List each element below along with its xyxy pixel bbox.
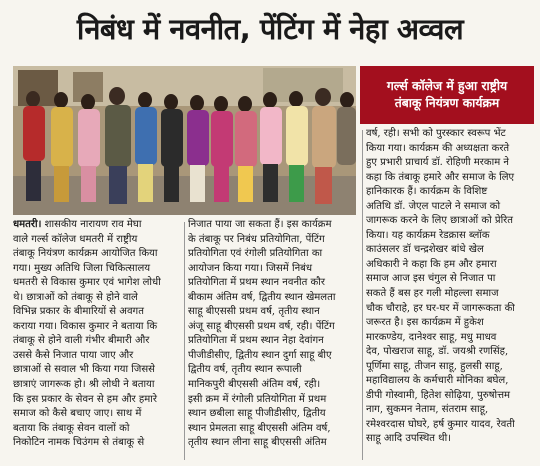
text-line: साहू आदि उपस्थित थी। (366, 433, 452, 445)
text-line: उससे कैसे निजात पाया जाए और (13, 349, 134, 361)
text-line: वर्ष, रही। सभी को पुरस्कार स्वरूप भेंट (366, 128, 506, 139)
text-line: छात्राएं जागरूक हो। श्री लोधी ने बताया (13, 379, 155, 391)
text-line: हुए प्रभारी प्राचार्य डॉ. रोहिणी मरकाम ने (366, 157, 509, 169)
text-line: तंबाकू नियंत्रण कार्यक्रम आयोजित किया (13, 248, 158, 260)
group-photo (13, 66, 356, 215)
text-line: अंजू साहू बीएससी प्रथम वर्ष, रही। पेंटिंग (188, 320, 335, 332)
text-line: के तंबाकू पर निबंध प्रतियोगिता, पेंटिंग (188, 233, 325, 245)
text-line: वाले गर्ल्स कॉलेज धमतरी में राष्ट्रीय (13, 233, 138, 245)
text-line: महाविद्यालय के कर्मचारी मोनिका बघेल, (366, 375, 509, 387)
text-line: रमेश्वरदास घोघरे, हर्ष कुमार यादव, रेवती (366, 418, 515, 430)
text-line: जरूरत है। इस कार्यक्रम में हुकेश (366, 317, 484, 329)
text-line: अतिथि डॉ. जेएल पाटले ने समाज को (366, 200, 501, 212)
text-line: तंबाकू से होने वाली गंभीर बीमारी और (13, 335, 150, 347)
text-line: मारकण्डेय, दानेश्वर साहू, मधु माधव (366, 331, 497, 343)
text-line: छात्राओं से सवाल भी किया गया जिससे (13, 364, 155, 376)
text-line: प्रतियोगिता में प्रथम स्थान नेहा देवांगन (188, 335, 324, 347)
text-line: पूर्णिमा साहू, तीजन साहू, हुलसी साहू, (366, 360, 503, 372)
text-line: पीजीडीसीए, द्वितीय स्थान दुर्गा साहू बीए (188, 349, 332, 361)
text-line: समाज को कैसे बचाए जाए। साथ में (13, 408, 142, 420)
text-line: बीकाम अंतिम वर्ष, द्वितीय स्थान खेमलता (188, 291, 336, 303)
text-line: थे। छात्राओं को तंबाकू से होने वाले (13, 291, 138, 303)
column-divider (184, 222, 185, 460)
subheadline-box (360, 66, 534, 124)
text-line: कि इस प्रकार के सेवन से हम और हमारे (13, 393, 157, 405)
text-line: कराया गया। विकास कुमार ने बताया कि (13, 320, 158, 332)
text-line: नाग, सुकमन नेताम, संतराम साहू, (366, 404, 489, 416)
text-line: निजात पाया जा सकता हैं। इस कार्यक्रम (188, 219, 332, 230)
text-line: आयोजन किया गया। जिसमें निबंध (188, 262, 313, 274)
text-line: हानिकारक हैं। कार्यक्रम के विशिष्ट (366, 186, 488, 198)
text-line: प्रतियोगिता में प्रथम स्थान नवनीत कौर (188, 277, 325, 289)
text-line: स्थान प्रेमलता साहू बीएससी अंतिम वर्ष, (188, 422, 331, 434)
headline: निबंध में नवनीत, पेंटिंग में नेहा अव्वल (76, 11, 464, 46)
text-line: कहा कि तंबाकू हमारे और समाज के लिए (366, 171, 515, 183)
text-line: निकोटिन नामक चिउंगम से तंबाकू से (13, 437, 145, 449)
text-line: किया। यह कार्यक्रम रेडक्रास ब्लॉक (366, 229, 490, 241)
subheadline-line-2: तंबाकू नियंत्रण कार्यक्रम (394, 96, 500, 110)
text-line: मानिकपुरी बीएससी अंतिम वर्ष, रही। (188, 379, 321, 391)
subheadline-line-1: गर्ल्स कॉलेज में हुआ राष्ट्रीय (386, 79, 508, 93)
column-divider (362, 130, 363, 460)
text-line: जागरूक करने के लिए छात्राओं को प्रेरित (366, 215, 514, 227)
text-line: तृतीय स्थान लीना साहू बीएससी अंतिम (188, 437, 327, 449)
text-line: चौक चौराहे, हर घर-घर में जागरूकता की (366, 302, 515, 314)
article-column-3 (366, 127, 536, 447)
text-line: विभिन्न प्रकार के बीमारियों से अवगत (13, 306, 144, 318)
text-line: देव, पोखराज साहू, डॉ. जयश्री रणसिंह, (366, 346, 509, 358)
text-line: किया गया। कार्यक्रम की अध्यक्षता करते (366, 142, 510, 154)
dateline: धमतरी। (13, 219, 42, 230)
article-column-1 (13, 218, 181, 451)
text-line: काउंसलर डॉ चन्द्रशेखर बांधे खेल (366, 244, 484, 256)
text-line: प्रतियोगिता एवं रंगोली प्रतियोगिता का (188, 248, 323, 260)
text-line: डीपी गोस्वामी, हितेश सोढ़िया, पुरुषोत्तम (366, 389, 511, 401)
text-line: सकते हैं बस हर गली मोहल्ला समाज (366, 288, 499, 300)
article-column-2 (188, 218, 360, 451)
text-line: धमतरी। शासकीय नारायण राव मेघा (13, 219, 142, 230)
text-line: साहू बीएससी प्रथम वर्ष, तृतीय स्थान (188, 306, 320, 318)
text-line: स्थान छबीला साहू पीजीडीसीए, द्वितीय (188, 408, 326, 420)
text-line: इसी क्रम में रंगोली प्रतियोगिता में प्रथम (188, 393, 327, 405)
text-line: बताया कि तंबाकू सेवन वालों को (13, 422, 130, 434)
text-line: समाज आज इस चंगुल से निजात पा (366, 273, 496, 285)
text-line: अधिकारी ने कहा कि हम और हमारा (366, 258, 497, 270)
text-line: गया। मुख्य अतिथि जिला चिकित्सालय (13, 262, 151, 274)
text-line: धमतरी से विकास कुमार एवं भागेश लोधी (13, 277, 161, 289)
text-line: द्वितीय वर्ष, तृतीय स्थान रूपाली (188, 364, 302, 376)
